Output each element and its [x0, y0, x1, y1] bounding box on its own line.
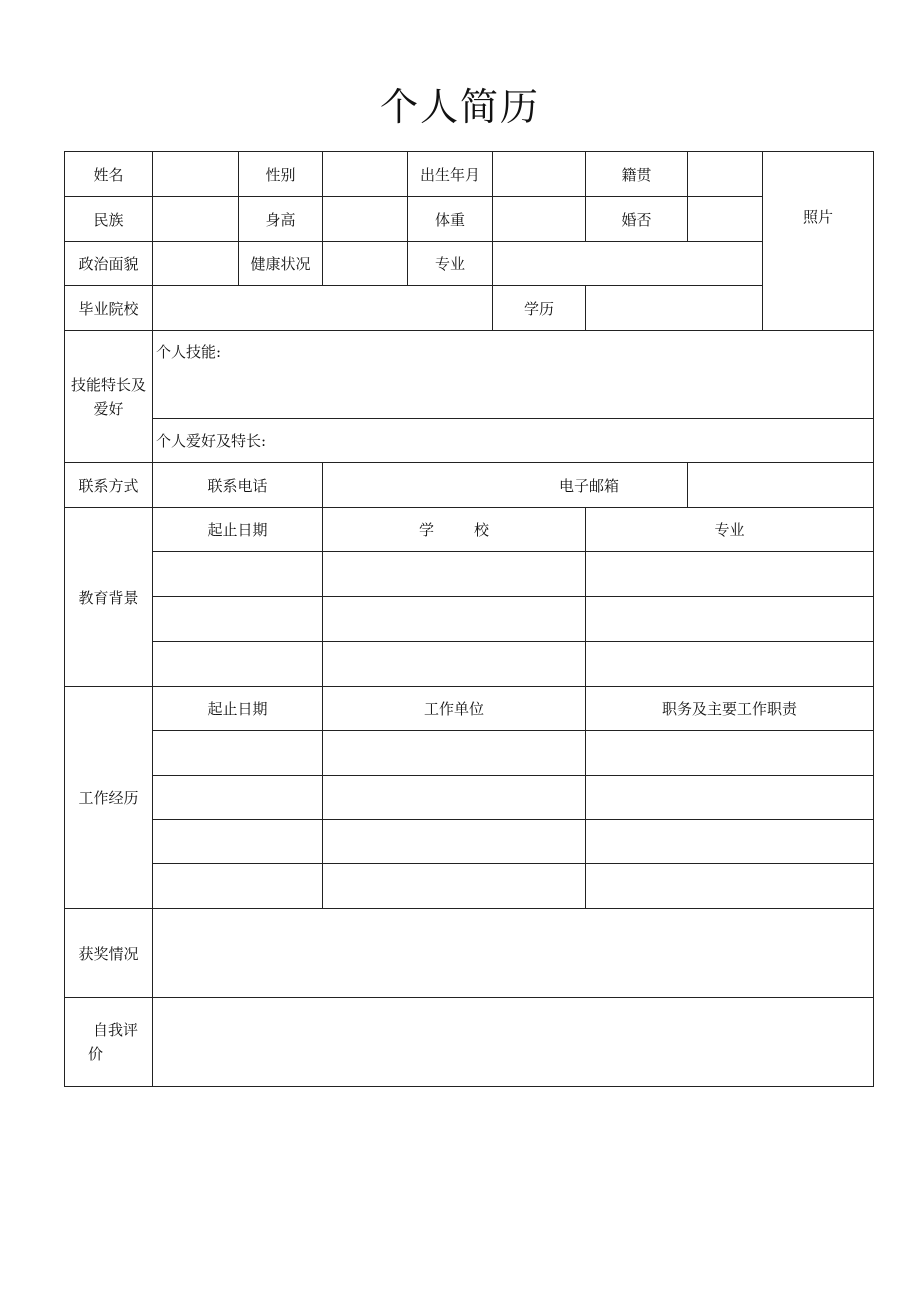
gender-field[interactable] [323, 152, 408, 197]
marital-field[interactable] [688, 197, 763, 242]
work-date-cell[interactable] [153, 820, 323, 864]
work-section-label: 工作经历 [65, 687, 153, 909]
degree-label: 学历 [493, 286, 586, 331]
edu-school-cell[interactable] [323, 597, 586, 642]
height-field[interactable] [323, 197, 408, 242]
edu-date-header: 起止日期 [153, 508, 323, 552]
work-duties-header: 职务及主要工作职责 [586, 687, 874, 731]
edu-major-cell[interactable] [586, 642, 874, 687]
height-label: 身高 [239, 197, 323, 242]
awards-field[interactable] [153, 909, 874, 998]
phone-label: 联系电话 [153, 463, 323, 508]
work-duties-cell[interactable] [586, 820, 874, 864]
work-duties-cell[interactable] [586, 731, 874, 776]
education-section-label: 教育背景 [65, 508, 153, 687]
skills-field[interactable] [153, 331, 874, 419]
resume-table [64, 151, 874, 1087]
work-duties-cell[interactable] [586, 776, 874, 820]
marital-label: 婚否 [586, 197, 688, 242]
degree-field[interactable] [586, 286, 763, 331]
hobbies-field[interactable] [153, 419, 874, 463]
ethnicity-field[interactable] [153, 197, 239, 242]
political-label: 政治面貌 [65, 242, 153, 286]
political-field[interactable] [153, 242, 239, 286]
edu-major-cell[interactable] [586, 552, 874, 597]
work-duties-cell[interactable] [586, 864, 874, 909]
edu-date-cell[interactable] [153, 552, 323, 597]
health-label: 健康状况 [239, 242, 323, 286]
birth-label: 出生年月 [408, 152, 493, 197]
edu-date-cell[interactable] [153, 642, 323, 687]
work-company-cell[interactable] [323, 864, 586, 909]
work-company-cell[interactable] [323, 820, 586, 864]
work-company-cell[interactable] [323, 731, 586, 776]
school-label: 毕业院校 [65, 286, 153, 331]
ethnicity-label: 民族 [65, 197, 153, 242]
self-eval-field[interactable] [153, 998, 874, 1087]
email-field[interactable] [688, 463, 874, 508]
work-date-header: 起止日期 [153, 687, 323, 731]
weight-label: 体重 [408, 197, 493, 242]
work-company-header: 工作单位 [323, 687, 586, 731]
email-label: 电子邮箱 [558, 476, 619, 495]
skills-label: 个人技能: [156, 343, 222, 361]
work-date-cell[interactable] [153, 864, 323, 909]
edu-school-header-a: 学 [418, 521, 434, 539]
gender-label: 性别 [239, 152, 323, 197]
edu-school-cell[interactable] [323, 642, 586, 687]
photo-label: 照片 [802, 207, 833, 226]
edu-date-cell[interactable] [153, 597, 323, 642]
school-field[interactable] [153, 286, 493, 331]
page-title: 个人简历 [379, 85, 540, 129]
self-eval-section-label [65, 998, 153, 1087]
edu-school-cell[interactable] [323, 552, 586, 597]
work-date-cell[interactable] [153, 776, 323, 820]
birth-field[interactable] [493, 152, 586, 197]
contact-section-label: 联系方式 [65, 463, 153, 508]
self-eval-line2: 价 [88, 1045, 104, 1063]
phone-field[interactable] [323, 463, 688, 508]
work-company-cell[interactable] [323, 776, 586, 820]
name-field[interactable] [153, 152, 239, 197]
hometown-label: 籍贯 [586, 152, 688, 197]
health-field[interactable] [323, 242, 408, 286]
weight-field[interactable] [493, 197, 586, 242]
skills-section-label: 技能特长及爱好 [65, 331, 153, 463]
major-field[interactable] [493, 242, 763, 286]
edu-major-header: 专业 [586, 508, 874, 552]
name-label: 姓名 [65, 152, 153, 197]
edu-major-cell[interactable] [586, 597, 874, 642]
self-eval-line1: 自我评 [93, 1021, 139, 1039]
photo-box[interactable] [763, 152, 874, 331]
major-label: 专业 [408, 242, 493, 286]
hometown-field[interactable] [688, 152, 763, 197]
awards-section-label: 获奖情况 [65, 909, 153, 998]
hobbies-label: 个人爱好及特长: [156, 432, 267, 450]
edu-school-header [323, 508, 586, 552]
work-date-cell[interactable] [153, 731, 323, 776]
edu-school-header-b: 校 [474, 521, 490, 539]
